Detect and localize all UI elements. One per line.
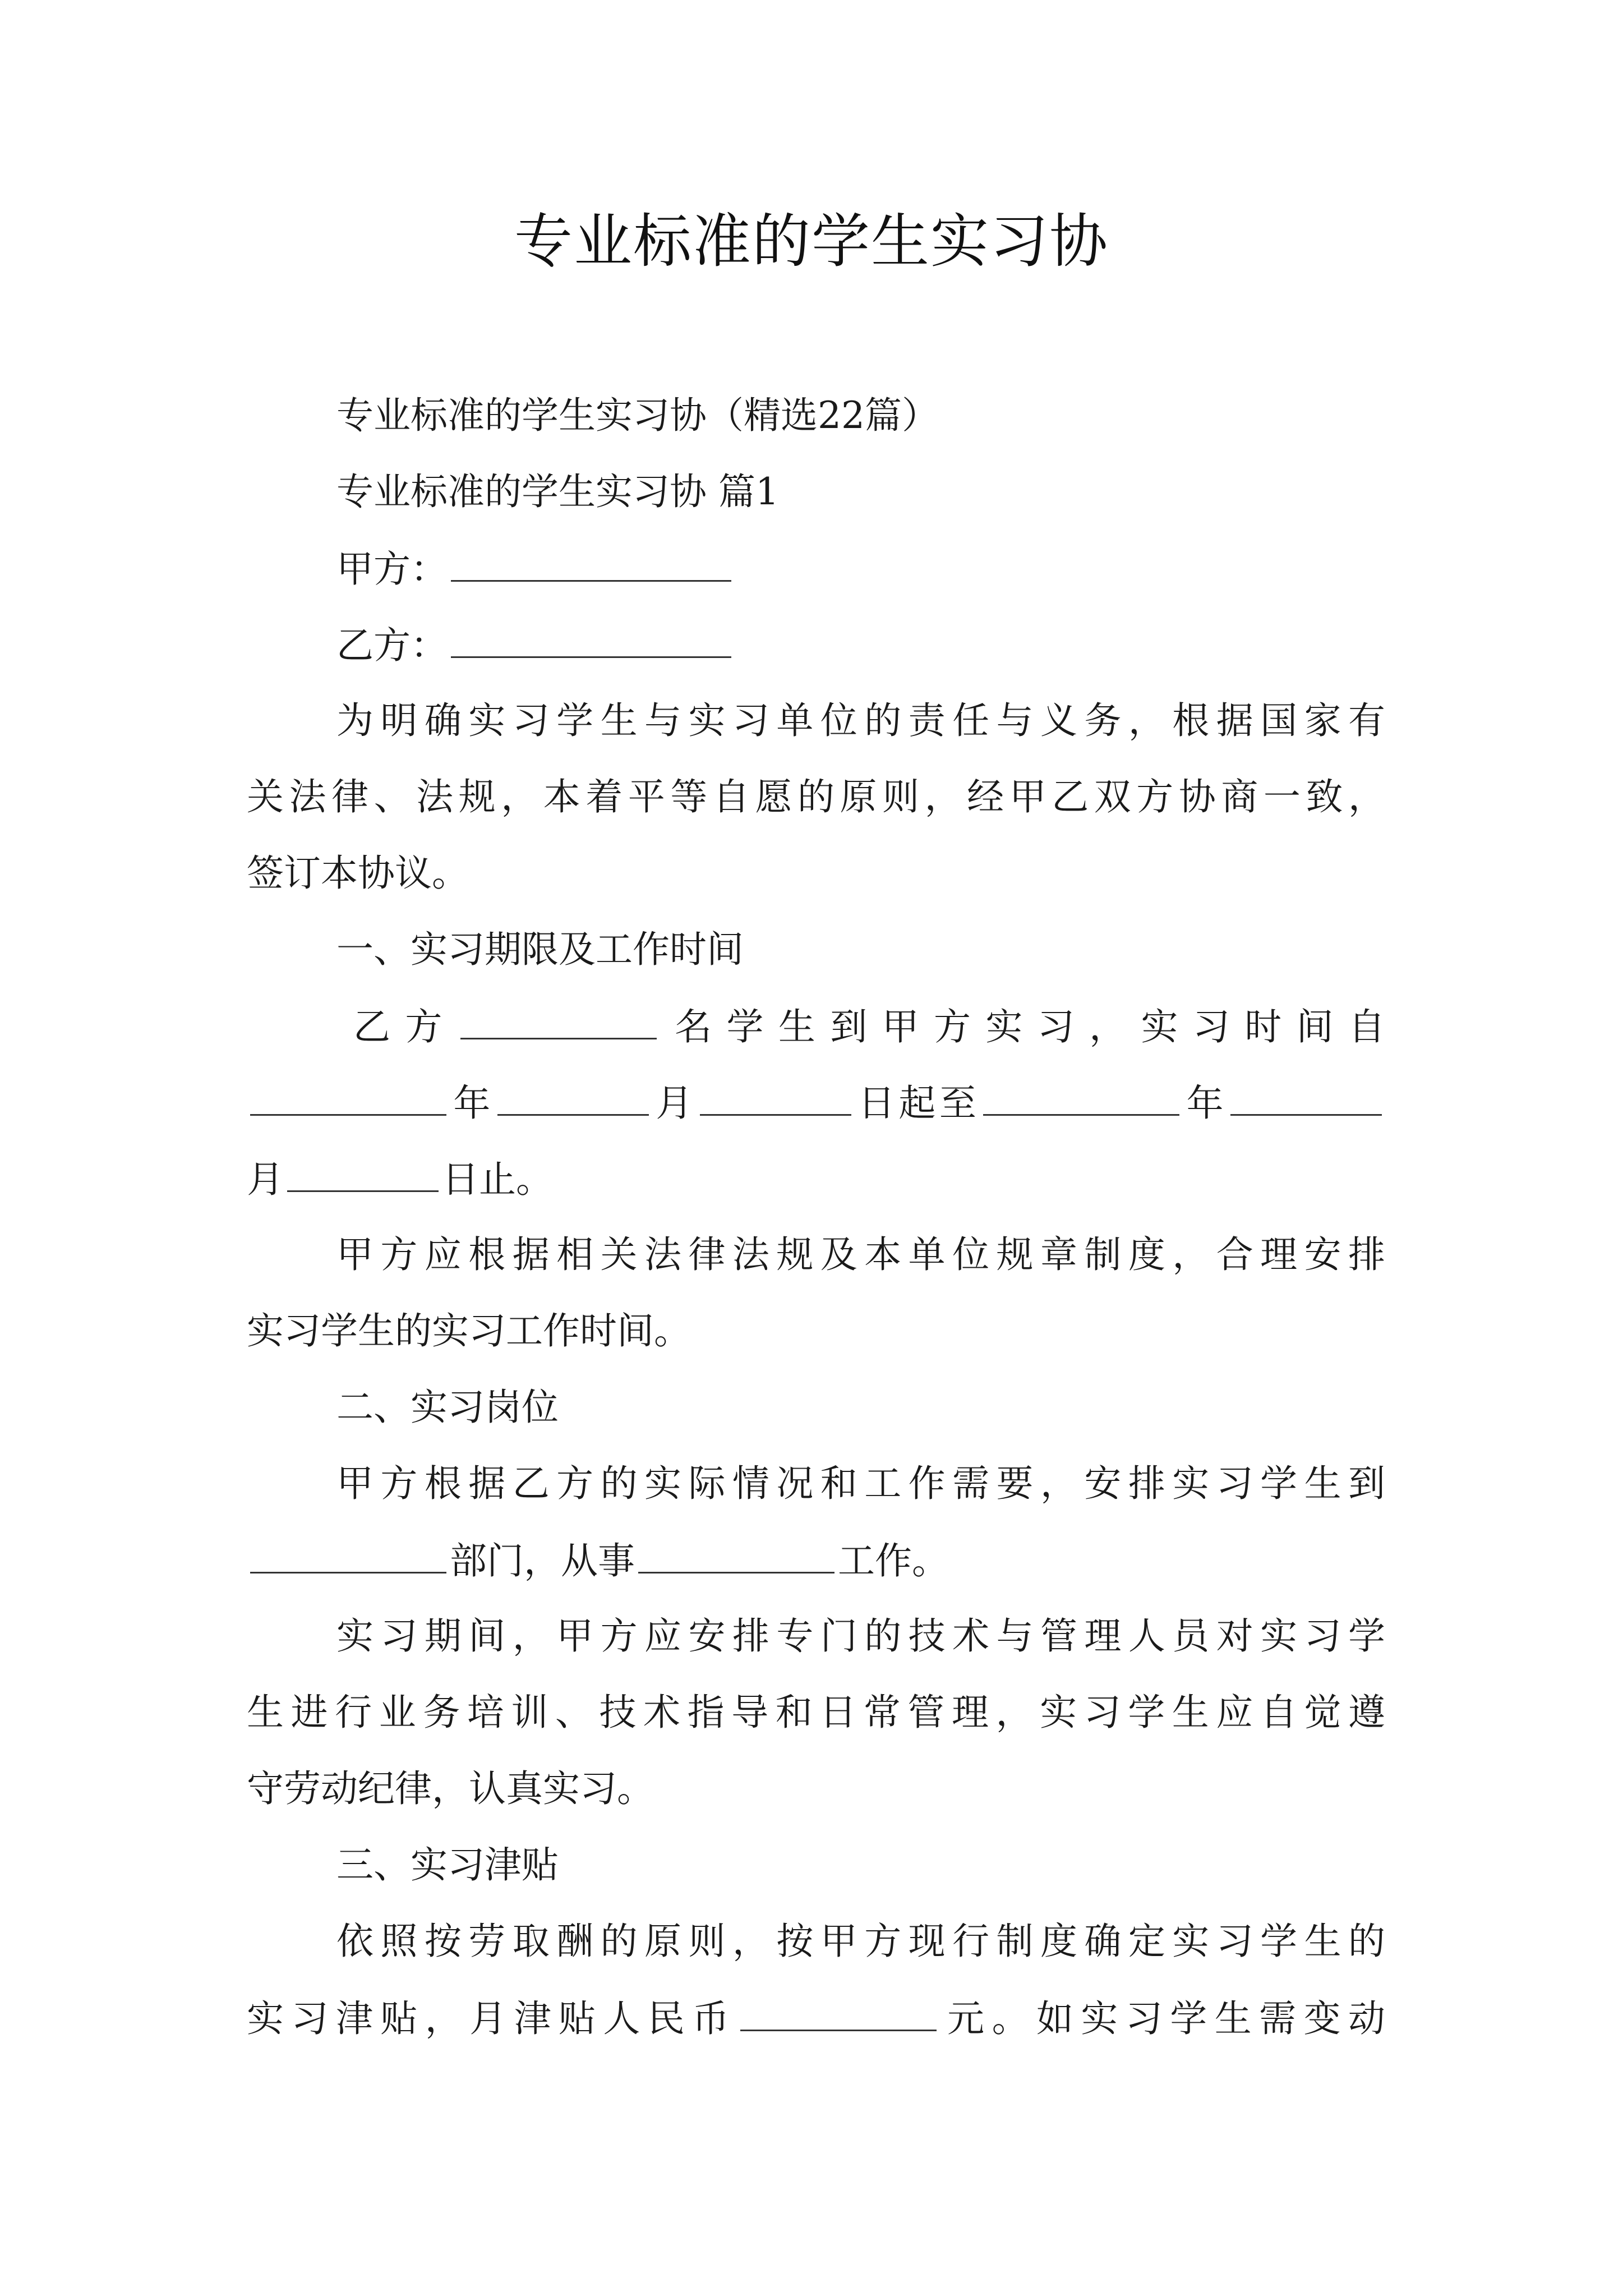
intro-line-1: 为明确实习学生与实习单位的责任与义务，根据国家有 <box>336 699 1385 742</box>
department-blank <box>250 1537 446 1573</box>
department-text: 部门，从事 <box>450 1539 635 1582</box>
section3-heading: 三、实习津贴 <box>336 1843 559 1887</box>
section3-p1-line2 <box>247 1995 1385 2042</box>
section2-p1-line2 <box>247 1537 1385 1584</box>
work-text: 工作。 <box>838 1539 949 1582</box>
section1-p1-line3 <box>247 1156 1385 1203</box>
section1-p1-text-b: 名学生到甲方实习，实习时间自 <box>660 1005 1385 1048</box>
intro-line-3: 签订本协议。 <box>247 852 469 895</box>
year-label: 年 <box>1183 1082 1228 1125</box>
party-b-line <box>336 622 1385 669</box>
end-month-blank-partial <box>1230 1079 1382 1116</box>
party-b-label: 乙方： <box>336 624 448 667</box>
article-heading: 专业标准的学生实习协 篇1 <box>336 470 779 513</box>
party-a-label: 甲方： <box>336 547 448 591</box>
start-day-blank <box>700 1079 851 1116</box>
allowance-text-a: 实习津贴，月津贴人民币 <box>247 1997 737 2040</box>
allowance-text-b: 元。如实习学生需变动 <box>939 1997 1386 2040</box>
start-month-blank <box>497 1079 649 1116</box>
party-b-blank <box>451 622 731 658</box>
section1-p1-line2 <box>247 1079 1385 1126</box>
document-title: 专业标准的学生实习协 <box>514 207 1109 275</box>
section1-p2-line2: 实习学生的实习工作时间。 <box>247 1309 691 1352</box>
section2-p2-line2: 生进行业务培训、技术指导和日常管理，实习学生应自觉遵 <box>247 1691 1385 1734</box>
section3-p1-line1: 依照按劳取酬的原则，按甲方现行制度确定实习学生的 <box>336 1920 1385 1963</box>
end-year-blank <box>983 1079 1179 1116</box>
intro-line-2: 关法律、法规，本着平等自愿的原则，经甲乙双方协商一致， <box>247 775 1385 818</box>
month-label: 月 <box>247 1158 284 1201</box>
section1-p2-line1: 甲方应根据相关法律法规及本单位规章制度，合理安排 <box>336 1233 1385 1276</box>
section2-p2-line3: 守劳动纪律，认真实习。 <box>247 1767 654 1810</box>
year-label: 年 <box>450 1082 494 1125</box>
section1-p1-text-a: 乙方 <box>353 1005 457 1048</box>
party-a-blank <box>451 545 731 582</box>
section1-heading: 一、实习期限及工作时间 <box>336 928 744 971</box>
section2-p1-line1: 甲方根据乙方的实际情况和工作需要，安排实习学生到 <box>336 1462 1385 1505</box>
day-start-label: 日起至 <box>854 1082 980 1125</box>
section1-p1-line1 <box>353 1003 1385 1050</box>
student-count-blank <box>460 1003 657 1039</box>
section2-p2-line1: 实习期间，甲方应安排专门的技术与管理人员对实习学 <box>336 1614 1385 1658</box>
allowance-amount-blank <box>740 1995 937 2031</box>
subtitle: 专业标准的学生实习协（精选22篇） <box>336 394 939 437</box>
start-year-blank <box>250 1079 446 1116</box>
day-end-label: 日止。 <box>442 1158 553 1201</box>
party-a-line <box>336 545 1385 592</box>
end-day-blank <box>287 1156 439 1192</box>
month-label: 月 <box>652 1082 697 1125</box>
work-blank <box>638 1537 834 1573</box>
section2-heading: 二、实习岗位 <box>336 1386 559 1429</box>
